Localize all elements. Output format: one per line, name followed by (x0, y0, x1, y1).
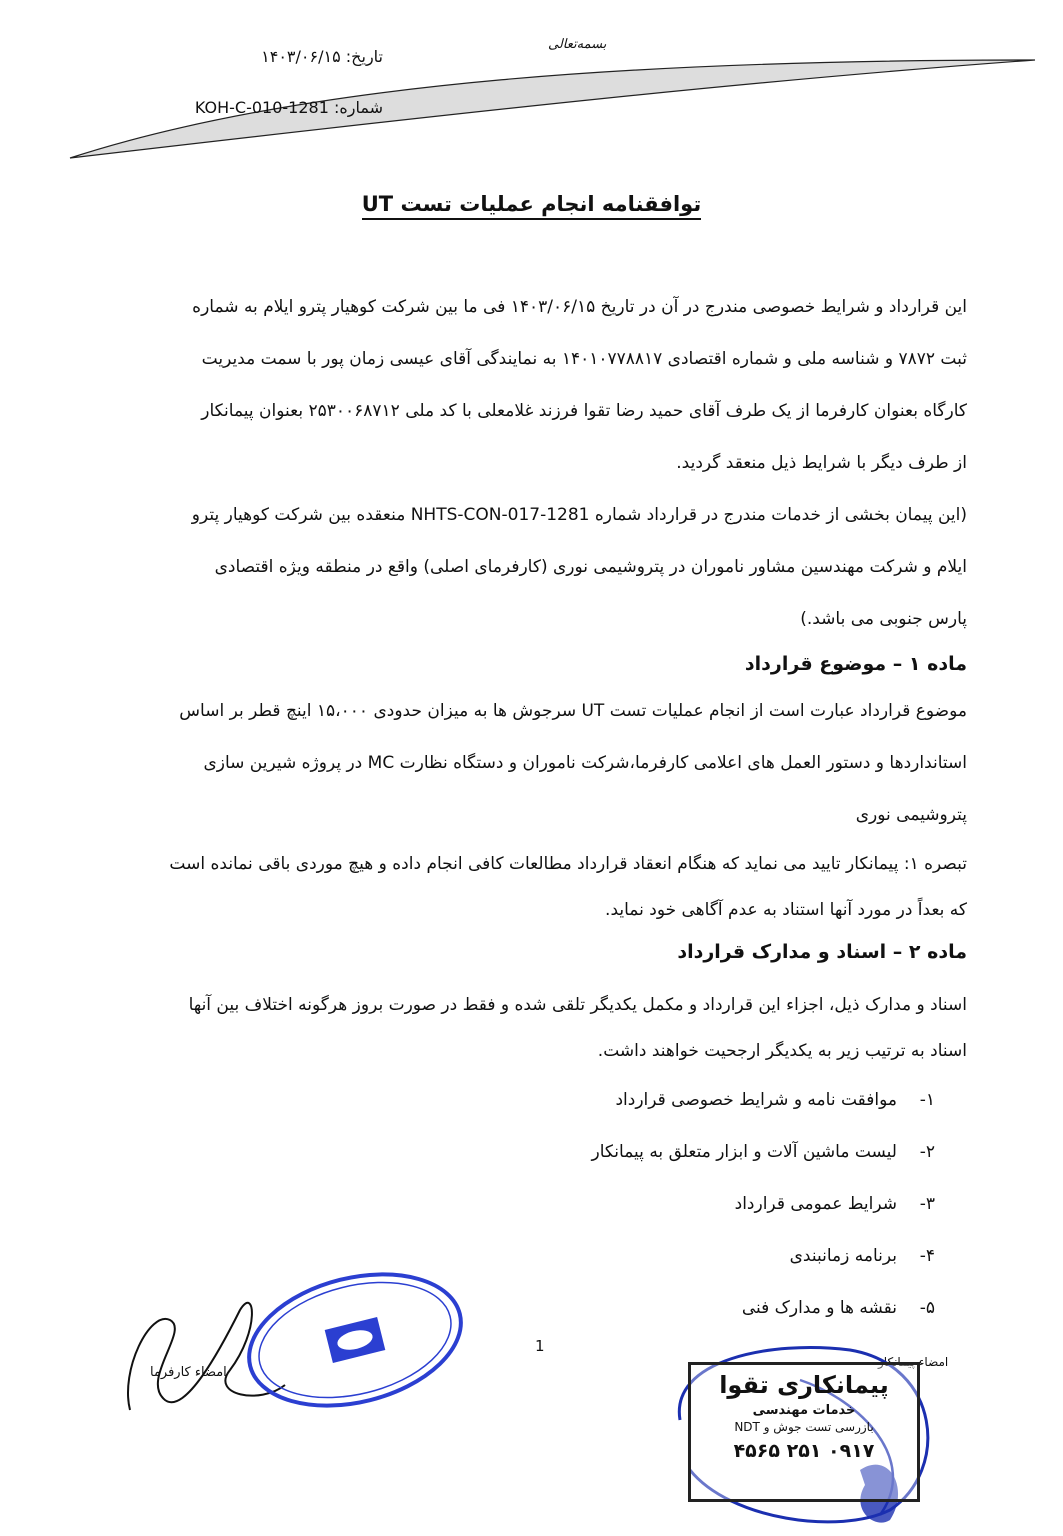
text-line: استانداردها و دستور العمل های اعلامی کارفرما،شرکت ناموران و دستگاه نظارت MC در پروژه شیرین سازی (203, 753, 967, 773)
list-text: لیست ماشین آلات و ابزار متعلق به پیمانکار (591, 1142, 897, 1162)
page-number: 1 (535, 1337, 545, 1355)
text-line: که بعداً در مورد آنها استناد به عدم آگاهی خود نماید. (605, 900, 967, 920)
list-text: برنامه زمانبندی (789, 1246, 897, 1266)
article-1-note (96, 852, 967, 922)
list-item (592, 1246, 935, 1298)
text-line: (این پیمان بخشی از خدمات مندرج در قرارداد شماره 1281-NHTS-CON-017 منعقده بین شرکت کوهیار پترو (191, 505, 967, 525)
list-number: ۳- (919, 1194, 935, 1214)
date-label: تاریخ: (345, 47, 383, 66)
list-number: ۲- (919, 1142, 935, 1162)
document-title: توافقنامه انجام عملیات تست UT (0, 192, 1063, 216)
article-2-heading: ماده ۲ – اسناد و مدارک قرارداد (677, 941, 967, 963)
text-line: اسناد به ترتیب زیر به یکدیگر ارجحیت خواهند داشت. (597, 1041, 967, 1061)
list-text: شرایط عمومی قرارداد (734, 1194, 897, 1214)
employer-signature-label: امضاء کارفرما (150, 1365, 227, 1380)
contractor-signature-label: امضاء پیمانکار (878, 1355, 949, 1369)
date-value: ۱۴۰۳/۰۶/۱۵ (261, 47, 341, 66)
text-line: پتروشیمی نوری (855, 805, 967, 825)
contract-documents-list (592, 1090, 935, 1350)
list-item (592, 1090, 935, 1142)
list-number: ۴- (919, 1246, 935, 1266)
contractor-stamp-title: پیمانکاری تقوا (719, 1371, 889, 1399)
text-line: از طرف دیگر با شرایط ذیل منعقد گردید. (676, 453, 967, 473)
text-line: ثبت ۷۸۷۲ و شناسه ملی و شماره اقتصادی ۱۴۰۱۰۷۷۸۸۱۷ به نمایندگی آقای عیسی زمان پور با سمت مدیریت (201, 349, 967, 369)
list-number: ۱- (919, 1090, 935, 1110)
article-1-heading: ماده ۱ – موضوع قرارداد (744, 653, 967, 675)
number-label: شماره: (333, 98, 383, 117)
list-text: موافقت نامه و شرایط خصوصی قرارداد (615, 1090, 897, 1110)
list-item (592, 1142, 935, 1194)
text-line: این قرارداد و شرایط خصوصی مندرج در آن در تاریخ ۱۴۰۳/۰۶/۱۵ فی ما بین شرکت کوهیار پترو ایلام به شماره (192, 297, 967, 317)
list-text: نقشه ها و مدارک فنی (741, 1298, 897, 1318)
contractor-stamp-line: بازرسی تست جوش و NDT (734, 1420, 874, 1434)
letter-number-field (195, 98, 383, 117)
contractor-stamp-sub: خدمات مهندسی (752, 1403, 856, 1418)
text-line: تبصره ۱: پیمانکار تایید می نماید که هنگام انعقاد قرارداد مطالعات کافی انجام داده و هیچ موردی باقی نمانده است (169, 854, 967, 874)
text-line: کارگاه بعنوان کارفرما از یک طرف آقای حمید رضا تقوا فرزند غلامعلی با کد ملی ۲۵۳۰۰۶۸۷۱۲ بعنوان پیمانکار (201, 401, 967, 421)
text-line: ایلام و شرکت مهندسین مشاور ناموران در پتروشیمی نوری (کارفرمای اصلی) واقع در منطقه ویژه اقتصادی (214, 557, 967, 577)
intro-paragraph (96, 295, 967, 475)
date-field (261, 47, 383, 66)
article-1-body (96, 699, 967, 827)
text-line: موضوع قرارداد عبارت است از انجام عملیات تست UT سرجوش ها به میزان حدودی ۱۵،۰۰۰ اینچ قطر بر اساس (179, 701, 967, 721)
contractor-stamp (688, 1362, 920, 1502)
list-item (592, 1194, 935, 1246)
text-line: پارس جنوبی می باشد.) (800, 609, 967, 629)
contract-note-paragraph (96, 503, 967, 631)
bismillah-text: بسمه‌تعالی (548, 37, 607, 52)
text-line: اسناد و مدارک ذیل، اجزاء این قرارداد و مکمل یکدیگر تلقی شده و فقط در صورت بروز هرگونه اختلاف بین آنها (188, 995, 967, 1015)
list-number: ۵- (919, 1298, 935, 1318)
article-2-body (96, 993, 967, 1063)
employer-company-seal (240, 1265, 470, 1415)
number-value: 1281-KOH-C-010 (194, 98, 329, 117)
contractor-stamp-phone: ۰۹۱۷ ۲۵۱ ۴۵۶۵ (733, 1440, 875, 1462)
